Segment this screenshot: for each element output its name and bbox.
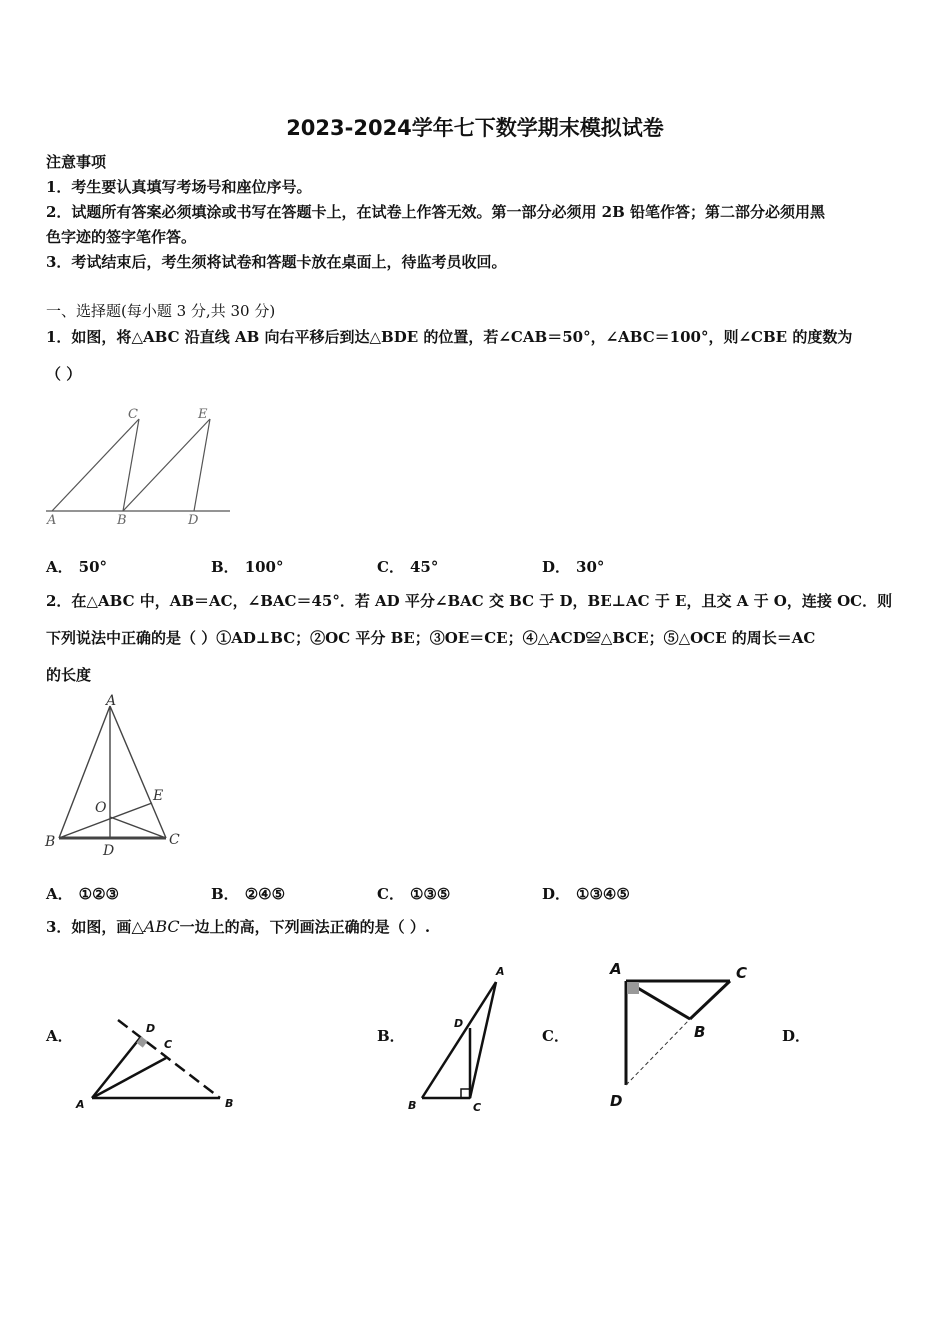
label-a: A [106, 693, 117, 709]
label-e: E [198, 407, 208, 422]
label-b: B [408, 1099, 417, 1112]
label-e: E [153, 788, 164, 804]
label-a: A [610, 960, 622, 978]
label-d: D [188, 513, 199, 528]
question-2-statements: 下列说法中正确的是（ ）①AD⊥BC；②OC 平分 BE；③OE＝CE；④△ACD≌△BCE；⑤△OCE 的周长＝AC [46, 629, 816, 647]
q3-option-d[interactable]: D． [782, 1027, 811, 1045]
label-d: D [610, 1092, 623, 1110]
question-2-stem: 2．在△ABC 中，AB＝AC，∠BAC＝45°．若 AD 平分∠BAC 交 BC 于 D，BE⊥AC 于 E，且交 A 于 O，连接 OC．则 [46, 592, 893, 610]
q2-option-a[interactable]: A． ①②③ [46, 885, 119, 903]
label-c: C [736, 964, 748, 982]
section-heading: 一、选择题(每小题 3 分,共 30 分) [46, 302, 276, 320]
q3-option-c[interactable]: C． [542, 1027, 569, 1045]
q1-option-d[interactable]: D． 30° [542, 558, 605, 576]
question-2-tail: 的长度 [46, 666, 92, 684]
question-3-figure-b [400, 960, 520, 1118]
page-title: 2023-2024学年七下数学期末模拟试卷 [286, 116, 664, 140]
question-1-blank: （ ） [46, 365, 82, 383]
triangle-symbol: △ABC [131, 917, 180, 936]
q1-option-a[interactable]: A． 50° [46, 558, 108, 576]
label-o: O [95, 800, 107, 816]
notice-item: 1．考生要认真填写考场号和座位序号。 [46, 178, 312, 196]
label-c: C [473, 1101, 482, 1114]
question-3-figure-a [70, 1012, 245, 1117]
question-2-figure [40, 690, 200, 865]
q1-option-b[interactable]: B． 100° [211, 558, 284, 576]
label-b: B [225, 1097, 234, 1110]
label-c: C [128, 407, 138, 422]
question-1-figure [40, 400, 240, 530]
q3-option-a[interactable]: A． [46, 1027, 73, 1045]
label-a: A [47, 513, 57, 528]
notice-item: 2．试题所有答案必须填涂或书写在答题卡上，在试卷上作答无效。第一部分必须用 2B 铅笔作答；第二部分必须用黑 [46, 203, 826, 221]
label-d: D [103, 843, 115, 859]
q2-option-d[interactable]: D． ①③④⑤ [542, 885, 630, 903]
label-a: A [496, 965, 505, 978]
notice-heading: 注意事项 [46, 153, 107, 171]
label-b: B [694, 1023, 706, 1041]
label-b: B [45, 834, 56, 850]
question-3-stem: 3．如图，画△ABC一边上的高，下列画法正确的是（ ）. [46, 917, 431, 936]
label-c: C [169, 832, 180, 848]
q1-option-c[interactable]: C． 45° [377, 558, 439, 576]
q3-option-b[interactable]: B． [377, 1027, 405, 1045]
question-1-stem: 1．如图，将△ABC 沿直线 AB 向右平移后到达△BDE 的位置，若∠CAB＝50°，∠ABC＝100°，则∠CBE 的度数为 [46, 328, 853, 346]
label-b: B [117, 513, 127, 528]
label-d: D [454, 1017, 464, 1030]
label-d: D [146, 1022, 156, 1035]
notice-item: 色字迹的签字笔作答。 [46, 228, 197, 246]
q2-option-b[interactable]: B． ②④⑤ [211, 885, 286, 903]
q2-option-c[interactable]: C． ①③⑤ [377, 885, 451, 903]
label-a: A [76, 1098, 85, 1111]
question-3-figure-c [600, 955, 760, 1115]
notice-item: 3．考试结束后，考生须将试卷和答题卡放在桌面上，待监考员收回。 [46, 253, 507, 271]
label-c: C [164, 1038, 173, 1051]
